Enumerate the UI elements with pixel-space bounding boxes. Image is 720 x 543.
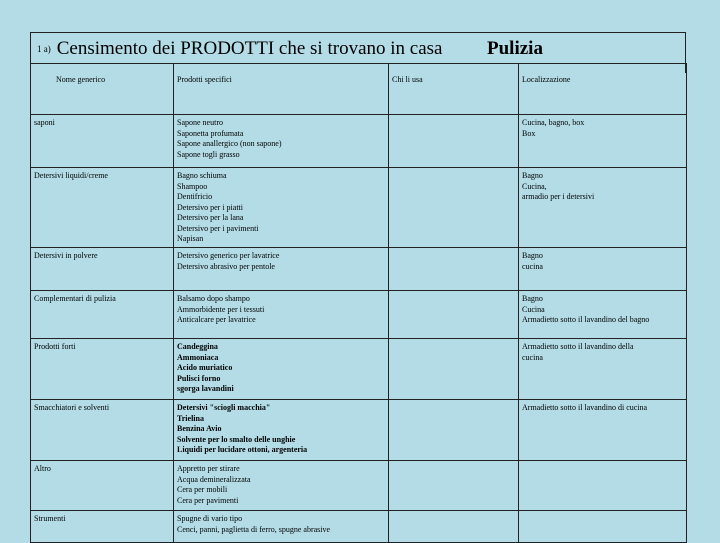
- category-label: Pulizia: [487, 38, 543, 59]
- location-line: Bagno: [522, 171, 543, 180]
- location-line: Box: [522, 128, 536, 138]
- products-line: Acido muriatico: [177, 363, 233, 372]
- location-line: cucina: [522, 261, 543, 271]
- location-line: Armadietto sotto il lavandino del bagno: [522, 315, 650, 324]
- table-row: [31, 168, 687, 248]
- table-row: [31, 511, 687, 543]
- products-line: Ammorbidente per i tessuti: [177, 304, 265, 314]
- products-cell: [174, 291, 389, 339]
- location-line: Armadietto sotto il lavandino della: [522, 342, 634, 351]
- products-cell: [174, 168, 389, 248]
- location-line: Cucina,: [522, 181, 547, 191]
- users-cell: [389, 168, 519, 248]
- products-cell: [174, 248, 389, 291]
- users-cell: [389, 400, 519, 461]
- products-line: Benzina Avio: [177, 424, 222, 433]
- location-line: armadio per i detersivi: [522, 192, 595, 201]
- location-cell: [519, 115, 687, 168]
- products-line: Ammoniaca: [177, 352, 219, 362]
- products-line: Detersivo per i pavimenti: [177, 223, 259, 233]
- location-line: Cucina: [522, 304, 545, 314]
- location-cell: [519, 339, 687, 400]
- table-row: [31, 291, 687, 339]
- products-line: Appretto per stirare: [177, 464, 240, 473]
- products-line: Trielina: [177, 413, 204, 423]
- location-cell: [519, 248, 687, 291]
- products-cell: [174, 461, 389, 511]
- products-cell: [174, 339, 389, 400]
- products-cell: [174, 511, 389, 543]
- products-line: Cera per pavimenti: [177, 495, 239, 505]
- users-cell: [389, 461, 519, 511]
- products-line: Pulisci forno: [177, 373, 221, 383]
- table-row: [31, 461, 687, 511]
- location-line: Cucina, bagno, box: [522, 118, 585, 127]
- header-cell-users: Chi li usa: [389, 64, 519, 115]
- generic-cell: saponi: [31, 115, 174, 168]
- location-cell: [519, 511, 687, 543]
- products-table: [30, 63, 687, 543]
- users-cell: [389, 339, 519, 400]
- products-line: Detersivo per la lana: [177, 213, 244, 222]
- products-line: Balsamo dopo shampo: [177, 294, 250, 303]
- products-line: Napisan: [177, 234, 204, 243]
- title-text: Censimento dei PRODOTTI che si trovano in casa: [56, 38, 443, 59]
- products-line: Sapone anallergico (non sapone): [177, 139, 282, 148]
- products-line: Sapone togli grasso: [177, 149, 240, 159]
- products-line: Cenci, panni, paglietta di ferro, spugne abrasive: [177, 524, 331, 534]
- location-line: cucina: [522, 352, 543, 362]
- users-cell: [389, 511, 519, 543]
- products-line: Acqua demineralizzata: [177, 474, 251, 484]
- section-number: 1 a): [37, 44, 51, 54]
- location-line: Bagno: [522, 294, 543, 303]
- generic-cell: Prodotti forti: [31, 339, 174, 400]
- products-line: sgorga lavandini: [177, 384, 234, 393]
- products-cell: [174, 400, 389, 461]
- location-cell: [519, 291, 687, 339]
- generic-cell: Smacchiatori e solventi: [31, 400, 174, 461]
- users-cell: [389, 115, 519, 168]
- products-line: Sapone neutro: [177, 118, 223, 127]
- products-line: Cera per mobili: [177, 485, 228, 494]
- products-line: Detersivo abrasivo per pentole: [177, 261, 275, 271]
- products-line: Spugne di vario tipo: [177, 514, 243, 523]
- products-line: Saponetta profumata: [177, 128, 244, 138]
- products-line: Solvente per lo smalto delle unghie: [177, 434, 296, 444]
- header-row: [31, 64, 687, 115]
- products-line: Bagno schiuma: [177, 171, 227, 180]
- location-line: Armadietto sotto il lavandino di cucina: [522, 403, 648, 412]
- generic-cell: Detersivi in polvere: [31, 248, 174, 291]
- users-cell: [389, 248, 519, 291]
- products-line: Liquidi per lucidare ottoni, argenteria: [177, 445, 308, 454]
- products-line: Detersivo per i piatti: [177, 202, 243, 212]
- header-cell-location: Localizzazione: [519, 64, 687, 115]
- table-row: [31, 339, 687, 400]
- generic-cell: Altro: [31, 461, 174, 511]
- products-line: Detersivi "sciogli macchia": [177, 403, 271, 412]
- location-cell: [519, 461, 687, 511]
- location-cell: [519, 168, 687, 248]
- table-row: [31, 248, 687, 291]
- table-row: [31, 400, 687, 461]
- location-line: Bagno: [522, 251, 543, 260]
- location-cell: [519, 400, 687, 461]
- generic-cell: Detersivi liquidi/creme: [31, 168, 174, 248]
- page-title: [37, 38, 442, 60]
- products-line: Detersivo generico per lavatrice: [177, 251, 280, 260]
- header-cell-products: Prodotti specifici: [174, 64, 389, 115]
- header-cell-generic: Nome generico: [31, 64, 174, 115]
- products-line: Dentifricio: [177, 192, 213, 201]
- generic-cell: Complementari di pulizia: [31, 291, 174, 339]
- products-line: Shampoo: [177, 181, 208, 191]
- products-cell: [174, 115, 389, 168]
- products-line: Anticalcare per lavatrice: [177, 315, 256, 324]
- generic-cell: Strumenti: [31, 511, 174, 543]
- products-line: Candeggina: [177, 342, 218, 351]
- table-row: [31, 115, 687, 168]
- users-cell: [389, 291, 519, 339]
